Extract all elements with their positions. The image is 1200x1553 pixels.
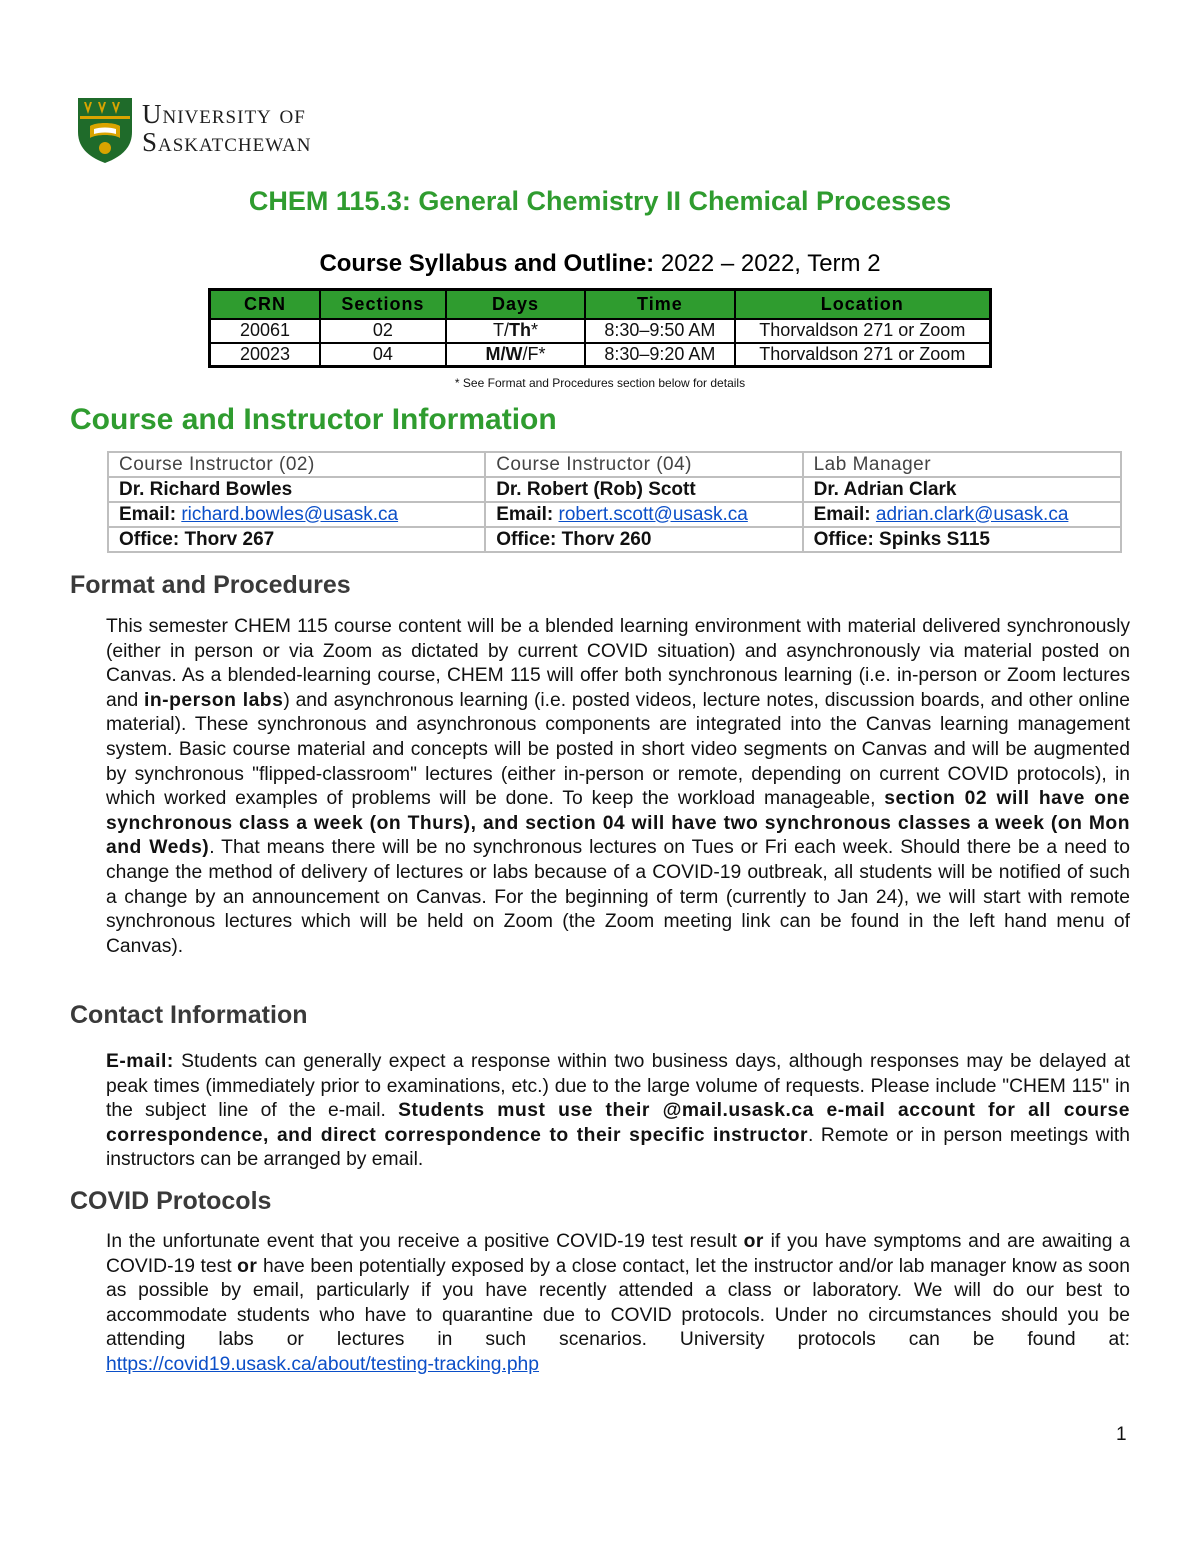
page-number: 1 bbox=[1116, 1424, 1127, 1445]
format-text-1: This semester CHEM 115 course content will be a blended learning environment with material delivered synchronously (either in person or via Zoom as dictated by current COVID situation) and asynchronously via material posted on Canvas. As a blended-learning course, CHEM 115 will offer both synchronous learning (i.e. in-person or Zoom lectures and bbox=[106, 616, 1130, 711]
days-suffix: /F* bbox=[522, 343, 546, 364]
contact-email-label: E-mail: bbox=[106, 1051, 174, 1072]
email-link[interactable]: robert.scott@usask.ca bbox=[558, 503, 748, 525]
instructor-office-row bbox=[108, 527, 1121, 552]
covid-heading: COVID Protocols bbox=[70, 1187, 272, 1215]
contact-heading: Contact Information bbox=[70, 1001, 308, 1029]
location-cell: Thorvaldson 271 or Zoom bbox=[735, 343, 991, 367]
format-text-3: . That means there will be no synchronous lectures on Tues or Fri each week. Should there be a need to change the method of delivery of lectures or labs because of a COVID-19 outbreak, all students will be notified of such a change by an announcement on Canvas. For the beginning of term (currently to Jan 24), we will start with remote synchronous lectures which will be held on Zoom (the Zoom meeting link can be found in the left hand menu of Canvas). bbox=[106, 837, 1131, 957]
office-cell: Office: Thorv 260 bbox=[485, 527, 802, 552]
schedule-footnote: * See Format and Procedures section below for details bbox=[454, 376, 746, 390]
covid-or-2: or bbox=[237, 1255, 258, 1277]
covid-paragraph bbox=[106, 1230, 1130, 1378]
university-crest-icon bbox=[76, 96, 134, 164]
header-time: Time bbox=[585, 290, 734, 319]
days-cell bbox=[446, 343, 585, 367]
university-name bbox=[142, 100, 312, 156]
contact-text-1: Students can generally expect a response within two business days, although responses may be delayed at peak times (immediately prior to examinations, etc.) due to the large volume of requests. Please include "CHEM 115" in the subject line of the e-mail. bbox=[106, 1051, 1130, 1122]
location-cell: Thorvaldson 271 or Zoom bbox=[735, 319, 991, 343]
email-cell bbox=[108, 502, 485, 527]
syllabus-label: Course Syllabus and Outline: bbox=[319, 250, 655, 277]
instructor-table bbox=[107, 451, 1122, 553]
name-cell: Dr. Richard Bowles bbox=[108, 477, 485, 502]
email-link[interactable]: adrian.clark@usask.ca bbox=[875, 503, 1069, 525]
instructor-email-row bbox=[108, 502, 1121, 527]
email-cell bbox=[485, 502, 802, 527]
crn-cell: 20023 bbox=[210, 343, 321, 367]
name-cell: Dr. Adrian Clark bbox=[803, 477, 1121, 502]
schedule-table bbox=[208, 288, 992, 368]
covid-protocols-link[interactable]: https://covid19.usask.ca/about/testing-tracking.php bbox=[106, 1353, 540, 1375]
email-label: Email: bbox=[119, 503, 177, 525]
format-bold-1: in-person labs bbox=[144, 689, 284, 711]
course-title: CHEM 115.3: General Chemistry II Chemical Processes bbox=[248, 186, 952, 216]
instructor-role-row bbox=[108, 452, 1121, 477]
contact-paragraph bbox=[106, 1050, 1130, 1173]
days-bold: M/W bbox=[485, 343, 523, 364]
time-cell: 8:30–9:20 AM bbox=[585, 343, 734, 367]
section-cell: 04 bbox=[320, 343, 446, 367]
instructor-name-row bbox=[108, 477, 1121, 502]
syllabus-heading bbox=[0, 250, 1200, 278]
contact-bold: Students must use their @mail.usask.ca e-mail account for all course correspondence, and direct correspondence to their specific instructor bbox=[106, 1100, 1130, 1146]
email-label: Email: bbox=[496, 503, 554, 525]
university-name-line2: Saskatchewan bbox=[142, 127, 312, 157]
time-cell: 8:30–9:50 AM bbox=[585, 319, 734, 343]
email-cell bbox=[803, 502, 1121, 527]
table-row bbox=[210, 319, 991, 343]
name-cell: Dr. Robert (Rob) Scott bbox=[485, 477, 802, 502]
format-paragraph bbox=[106, 615, 1130, 959]
covid-text-2: if you have symptoms and are awaiting a COVID-19 test bbox=[106, 1231, 1130, 1277]
covid-text-3: have been potentially exposed by a close contact, let the instructor and/or lab manager know as soon as possible by email, particularly if you have recently attended a class or laboratory. We will do our best to accommodate students who have to quarantine due to COVID protocols. Under no circumstances should you be attending labs or lectures in such scenarios. University protocols can be found at: bbox=[106, 1255, 1130, 1351]
header-location: Location bbox=[735, 290, 991, 319]
role-cell: Lab Manager bbox=[803, 452, 1121, 477]
format-text-2: ) and asynchronous learning (i.e. posted videos, lecture notes, discussion boards, and other online material). These synchronous and asynchronous components are integrated into the Canvas learning management system. Basic course material and concepts will be posted in short video segments on Canvas and will be augmented by synchronous "flipped-classroom" lectures (either in-person or remote, depending on current COVID protocols), in which worked examples of problems will be done. To keep the workload manageable, bbox=[106, 689, 1131, 810]
university-name-line1: University of bbox=[142, 99, 306, 129]
role-cell: Course Instructor (02) bbox=[108, 452, 485, 477]
days-suffix: * bbox=[531, 320, 539, 340]
header-crn: CRN bbox=[210, 290, 321, 319]
course-info-heading: Course and Instructor Information bbox=[70, 403, 557, 436]
format-heading: Format and Procedures bbox=[70, 571, 351, 599]
syllabus-term: 2022 – 2022, Term 2 bbox=[660, 250, 881, 277]
university-logo bbox=[76, 96, 312, 164]
section-cell: 02 bbox=[320, 319, 446, 343]
days-plain: T/ bbox=[493, 320, 510, 340]
email-link[interactable]: richard.bowles@usask.ca bbox=[181, 503, 399, 525]
email-label: Email: bbox=[813, 503, 871, 525]
role-cell: Course Instructor (04) bbox=[485, 452, 802, 477]
covid-text-1: In the unfortunate event that you receive a positive COVID-19 test result bbox=[106, 1231, 744, 1252]
covid-or-1: or bbox=[743, 1231, 764, 1252]
header-days: Days bbox=[446, 290, 585, 319]
crn-cell: 20061 bbox=[210, 319, 321, 343]
header-sections: Sections bbox=[320, 290, 446, 319]
contact-text-2: . Remote or in person meetings with instructors can be arranged by email. bbox=[106, 1124, 1130, 1171]
schedule-header-row bbox=[210, 290, 991, 319]
table-row bbox=[210, 343, 991, 367]
office-cell: Office: Spinks S115 bbox=[803, 527, 1121, 552]
format-bold-2: section 02 will have one synchronous class a week (on Thurs), and section 04 will have two synchronous classes a week (on Mon and Weds) bbox=[106, 788, 1130, 859]
days-cell bbox=[446, 319, 585, 343]
days-bold: Th bbox=[509, 320, 532, 340]
office-cell: Office: Thorv 267 bbox=[108, 527, 485, 552]
